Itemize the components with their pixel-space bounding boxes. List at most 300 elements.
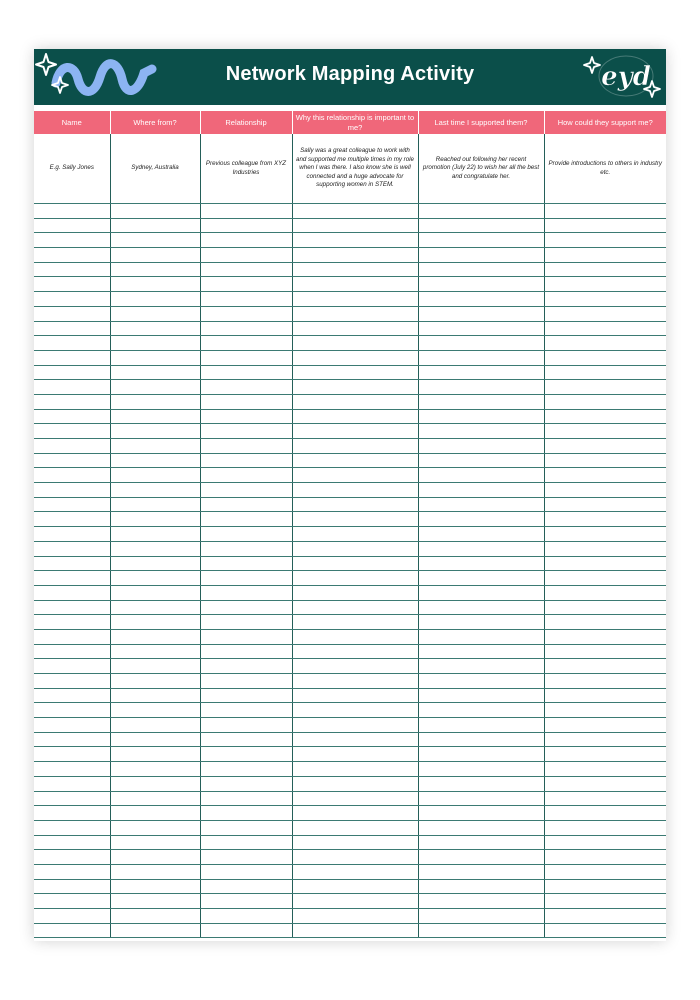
table-cell[interactable]: [292, 365, 418, 380]
table-cell[interactable]: [292, 571, 418, 586]
table-cell[interactable]: [110, 292, 200, 307]
table-cell[interactable]: [544, 248, 666, 263]
table-cell[interactable]: [34, 879, 110, 894]
table-cell[interactable]: [34, 512, 110, 527]
table-cell[interactable]: [292, 923, 418, 938]
table-cell[interactable]: [544, 629, 666, 644]
table-cell[interactable]: [110, 218, 200, 233]
table-cell[interactable]: [200, 688, 292, 703]
table-cell[interactable]: [292, 791, 418, 806]
table-cell[interactable]: [110, 233, 200, 248]
table-cell[interactable]: [418, 453, 544, 468]
table-cell[interactable]: [544, 703, 666, 718]
table-cell[interactable]: [418, 394, 544, 409]
table-cell[interactable]: [34, 923, 110, 938]
table-cell[interactable]: [544, 321, 666, 336]
table-cell[interactable]: [544, 923, 666, 938]
table-cell[interactable]: [544, 336, 666, 351]
table-cell[interactable]: [34, 659, 110, 674]
table-cell[interactable]: [292, 718, 418, 733]
table-cell[interactable]: [544, 483, 666, 498]
table-cell[interactable]: [110, 850, 200, 865]
table-cell[interactable]: [110, 497, 200, 512]
table-cell[interactable]: [110, 776, 200, 791]
table-cell[interactable]: [34, 600, 110, 615]
table-cell[interactable]: [418, 380, 544, 395]
table-cell[interactable]: [110, 791, 200, 806]
table-cell[interactable]: [110, 409, 200, 424]
table-cell[interactable]: [200, 512, 292, 527]
table-cell[interactable]: [200, 556, 292, 571]
table-cell[interactable]: [544, 644, 666, 659]
table-cell[interactable]: [418, 615, 544, 630]
table-cell[interactable]: [200, 615, 292, 630]
table-cell[interactable]: [292, 424, 418, 439]
table-cell[interactable]: [544, 365, 666, 380]
table-cell[interactable]: [34, 688, 110, 703]
table-cell[interactable]: [110, 527, 200, 542]
table-cell[interactable]: [292, 585, 418, 600]
table-cell[interactable]: [110, 453, 200, 468]
table-cell[interactable]: [110, 306, 200, 321]
table-cell[interactable]: [292, 879, 418, 894]
table-cell[interactable]: [200, 850, 292, 865]
table-cell[interactable]: [292, 835, 418, 850]
table-cell[interactable]: [544, 688, 666, 703]
table-cell[interactable]: [418, 262, 544, 277]
table-cell[interactable]: [544, 409, 666, 424]
table-cell[interactable]: [544, 776, 666, 791]
table-cell[interactable]: [418, 292, 544, 307]
table-cell[interactable]: [200, 541, 292, 556]
table-cell[interactable]: [544, 600, 666, 615]
table-cell[interactable]: [110, 262, 200, 277]
table-cell[interactable]: [200, 909, 292, 924]
table-cell[interactable]: [544, 380, 666, 395]
example-last-supported-cell[interactable]: Reached out following her recent promotion (July 22) to wish her all the best and congratulate her.: [418, 134, 544, 204]
table-cell[interactable]: [34, 218, 110, 233]
table-cell[interactable]: [418, 909, 544, 924]
table-cell[interactable]: [110, 277, 200, 292]
table-cell[interactable]: [110, 321, 200, 336]
table-cell[interactable]: [34, 483, 110, 498]
table-cell[interactable]: [200, 409, 292, 424]
table-cell[interactable]: [292, 277, 418, 292]
table-cell[interactable]: [544, 850, 666, 865]
table-cell[interactable]: [292, 541, 418, 556]
table-cell[interactable]: [544, 527, 666, 542]
table-cell[interactable]: [418, 336, 544, 351]
table-cell[interactable]: [34, 380, 110, 395]
table-cell[interactable]: [544, 204, 666, 219]
table-cell[interactable]: [544, 277, 666, 292]
table-cell[interactable]: [200, 864, 292, 879]
table-cell[interactable]: [110, 879, 200, 894]
table-cell[interactable]: [418, 204, 544, 219]
table-cell[interactable]: [110, 424, 200, 439]
table-cell[interactable]: [544, 718, 666, 733]
table-cell[interactable]: [418, 850, 544, 865]
table-cell[interactable]: [544, 424, 666, 439]
table-cell[interactable]: [110, 365, 200, 380]
table-cell[interactable]: [110, 336, 200, 351]
table-cell[interactable]: [418, 762, 544, 777]
table-cell[interactable]: [34, 204, 110, 219]
table-cell[interactable]: [544, 835, 666, 850]
table-cell[interactable]: [544, 218, 666, 233]
table-cell[interactable]: [34, 541, 110, 556]
table-cell[interactable]: [200, 894, 292, 909]
table-cell[interactable]: [544, 585, 666, 600]
table-cell[interactable]: [200, 439, 292, 454]
table-cell[interactable]: [292, 512, 418, 527]
table-cell[interactable]: [418, 820, 544, 835]
table-cell[interactable]: [292, 439, 418, 454]
table-cell[interactable]: [34, 850, 110, 865]
table-cell[interactable]: [544, 262, 666, 277]
table-cell[interactable]: [110, 204, 200, 219]
table-cell[interactable]: [418, 864, 544, 879]
table-cell[interactable]: [200, 336, 292, 351]
table-cell[interactable]: [34, 644, 110, 659]
table-cell[interactable]: [292, 248, 418, 263]
table-cell[interactable]: [110, 909, 200, 924]
table-cell[interactable]: [292, 688, 418, 703]
table-cell[interactable]: [200, 629, 292, 644]
table-cell[interactable]: [200, 923, 292, 938]
table-cell[interactable]: [200, 600, 292, 615]
table-cell[interactable]: [292, 321, 418, 336]
table-cell[interactable]: [110, 439, 200, 454]
table-cell[interactable]: [200, 218, 292, 233]
table-cell[interactable]: [292, 615, 418, 630]
table-cell[interactable]: [110, 820, 200, 835]
table-cell[interactable]: [292, 380, 418, 395]
table-cell[interactable]: [418, 600, 544, 615]
table-cell[interactable]: [292, 468, 418, 483]
table-cell[interactable]: [292, 806, 418, 821]
table-cell[interactable]: [418, 321, 544, 336]
table-cell[interactable]: [200, 820, 292, 835]
table-cell[interactable]: [200, 394, 292, 409]
table-cell[interactable]: [418, 365, 544, 380]
table-cell[interactable]: [110, 644, 200, 659]
table-cell[interactable]: [418, 703, 544, 718]
table-cell[interactable]: [200, 644, 292, 659]
table-cell[interactable]: [110, 512, 200, 527]
table-cell[interactable]: [110, 629, 200, 644]
table-cell[interactable]: [200, 365, 292, 380]
table-cell[interactable]: [544, 820, 666, 835]
table-cell[interactable]: [200, 204, 292, 219]
table-cell[interactable]: [544, 659, 666, 674]
example-name-cell[interactable]: E.g. Sally Jones: [34, 134, 110, 204]
table-cell[interactable]: [544, 747, 666, 762]
example-where-from-cell[interactable]: Sydney, Australia: [110, 134, 200, 204]
table-cell[interactable]: [200, 776, 292, 791]
table-cell[interactable]: [200, 762, 292, 777]
table-cell[interactable]: [200, 585, 292, 600]
table-cell[interactable]: [110, 659, 200, 674]
table-cell[interactable]: [544, 497, 666, 512]
table-cell[interactable]: [200, 350, 292, 365]
table-cell[interactable]: [34, 776, 110, 791]
table-cell[interactable]: [110, 541, 200, 556]
table-cell[interactable]: [292, 850, 418, 865]
table-cell[interactable]: [110, 468, 200, 483]
table-cell[interactable]: [418, 527, 544, 542]
table-cell[interactable]: [34, 424, 110, 439]
table-cell[interactable]: [34, 277, 110, 292]
table-cell[interactable]: [200, 674, 292, 689]
table-cell[interactable]: [34, 527, 110, 542]
table-cell[interactable]: [34, 292, 110, 307]
table-cell[interactable]: [292, 732, 418, 747]
table-cell[interactable]: [544, 453, 666, 468]
table-cell[interactable]: [544, 806, 666, 821]
example-relationship-cell[interactable]: Previous colleague from XYZ Industries: [200, 134, 292, 204]
table-cell[interactable]: [34, 674, 110, 689]
table-cell[interactable]: [418, 409, 544, 424]
table-cell[interactable]: [200, 306, 292, 321]
table-cell[interactable]: [200, 483, 292, 498]
table-cell[interactable]: [544, 394, 666, 409]
table-cell[interactable]: [34, 262, 110, 277]
table-cell[interactable]: [34, 894, 110, 909]
table-cell[interactable]: [418, 424, 544, 439]
table-cell[interactable]: [544, 615, 666, 630]
table-cell[interactable]: [200, 453, 292, 468]
table-cell[interactable]: [544, 468, 666, 483]
table-cell[interactable]: [34, 791, 110, 806]
table-cell[interactable]: [418, 894, 544, 909]
table-cell[interactable]: [110, 718, 200, 733]
table-cell[interactable]: [34, 820, 110, 835]
table-cell[interactable]: [418, 629, 544, 644]
table-cell[interactable]: [34, 394, 110, 409]
table-cell[interactable]: [200, 380, 292, 395]
table-cell[interactable]: [418, 556, 544, 571]
table-cell[interactable]: [34, 703, 110, 718]
table-cell[interactable]: [418, 306, 544, 321]
table-cell[interactable]: [418, 879, 544, 894]
table-cell[interactable]: [200, 468, 292, 483]
table-cell[interactable]: [418, 674, 544, 689]
table-cell[interactable]: [418, 688, 544, 703]
table-cell[interactable]: [292, 909, 418, 924]
table-cell[interactable]: [418, 233, 544, 248]
table-cell[interactable]: [292, 644, 418, 659]
table-cell[interactable]: [34, 909, 110, 924]
table-cell[interactable]: [34, 439, 110, 454]
table-cell[interactable]: [200, 262, 292, 277]
table-cell[interactable]: [200, 571, 292, 586]
table-cell[interactable]: [418, 277, 544, 292]
table-cell[interactable]: [544, 732, 666, 747]
table-cell[interactable]: [544, 571, 666, 586]
table-cell[interactable]: [34, 556, 110, 571]
table-cell[interactable]: [34, 864, 110, 879]
table-cell[interactable]: [110, 732, 200, 747]
table-cell[interactable]: [34, 762, 110, 777]
table-cell[interactable]: [292, 262, 418, 277]
table-cell[interactable]: [110, 806, 200, 821]
table-cell[interactable]: [418, 806, 544, 821]
table-cell[interactable]: [200, 791, 292, 806]
table-cell[interactable]: [34, 718, 110, 733]
table-cell[interactable]: [544, 762, 666, 777]
table-cell[interactable]: [200, 321, 292, 336]
table-cell[interactable]: [34, 468, 110, 483]
table-cell[interactable]: [200, 703, 292, 718]
table-cell[interactable]: [34, 835, 110, 850]
table-cell[interactable]: [292, 218, 418, 233]
table-cell[interactable]: [544, 879, 666, 894]
table-cell[interactable]: [292, 762, 418, 777]
table-cell[interactable]: [34, 585, 110, 600]
table-cell[interactable]: [34, 365, 110, 380]
table-cell[interactable]: [544, 556, 666, 571]
table-cell[interactable]: [544, 439, 666, 454]
table-cell[interactable]: [292, 703, 418, 718]
table-cell[interactable]: [418, 718, 544, 733]
table-cell[interactable]: [418, 541, 544, 556]
table-cell[interactable]: [544, 674, 666, 689]
table-cell[interactable]: [34, 806, 110, 821]
table-cell[interactable]: [292, 747, 418, 762]
table-cell[interactable]: [200, 835, 292, 850]
table-cell[interactable]: [34, 571, 110, 586]
table-cell[interactable]: [544, 894, 666, 909]
table-cell[interactable]: [544, 512, 666, 527]
table-cell[interactable]: [544, 233, 666, 248]
table-cell[interactable]: [200, 747, 292, 762]
table-cell[interactable]: [200, 248, 292, 263]
table-cell[interactable]: [418, 776, 544, 791]
table-cell[interactable]: [292, 556, 418, 571]
table-cell[interactable]: [418, 248, 544, 263]
table-cell[interactable]: [292, 820, 418, 835]
table-cell[interactable]: [418, 497, 544, 512]
example-why-important-cell[interactable]: Sally was a great colleague to work with and supported me multiple times in my role when I was there. I also know she is well connected and a huge advocate for supporting women in STEM.: [292, 134, 418, 204]
table-cell[interactable]: [110, 674, 200, 689]
table-cell[interactable]: [418, 923, 544, 938]
table-cell[interactable]: [110, 864, 200, 879]
table-cell[interactable]: [292, 483, 418, 498]
table-cell[interactable]: [110, 585, 200, 600]
table-cell[interactable]: [544, 909, 666, 924]
table-cell[interactable]: [34, 350, 110, 365]
table-cell[interactable]: [200, 277, 292, 292]
table-cell[interactable]: [544, 541, 666, 556]
table-cell[interactable]: [544, 791, 666, 806]
table-cell[interactable]: [292, 600, 418, 615]
table-cell[interactable]: [110, 248, 200, 263]
table-cell[interactable]: [418, 791, 544, 806]
table-cell[interactable]: [418, 350, 544, 365]
table-cell[interactable]: [110, 350, 200, 365]
table-cell[interactable]: [292, 659, 418, 674]
table-cell[interactable]: [544, 306, 666, 321]
table-cell[interactable]: [418, 512, 544, 527]
table-cell[interactable]: [200, 879, 292, 894]
table-cell[interactable]: [418, 585, 544, 600]
table-cell[interactable]: [110, 747, 200, 762]
table-cell[interactable]: [418, 468, 544, 483]
table-cell[interactable]: [34, 497, 110, 512]
table-cell[interactable]: [34, 453, 110, 468]
table-cell[interactable]: [292, 629, 418, 644]
table-cell[interactable]: [110, 556, 200, 571]
table-cell[interactable]: [544, 350, 666, 365]
table-cell[interactable]: [110, 923, 200, 938]
table-cell[interactable]: [292, 894, 418, 909]
table-cell[interactable]: [200, 732, 292, 747]
table-cell[interactable]: [110, 380, 200, 395]
table-cell[interactable]: [110, 703, 200, 718]
table-cell[interactable]: [110, 615, 200, 630]
table-cell[interactable]: [34, 615, 110, 630]
table-cell[interactable]: [200, 659, 292, 674]
table-cell[interactable]: [200, 497, 292, 512]
table-cell[interactable]: [34, 321, 110, 336]
table-cell[interactable]: [292, 394, 418, 409]
table-cell[interactable]: [200, 527, 292, 542]
table-cell[interactable]: [110, 600, 200, 615]
table-cell[interactable]: [292, 776, 418, 791]
table-cell[interactable]: [200, 292, 292, 307]
table-cell[interactable]: [200, 806, 292, 821]
table-cell[interactable]: [110, 483, 200, 498]
table-cell[interactable]: [418, 483, 544, 498]
table-cell[interactable]: [292, 292, 418, 307]
table-cell[interactable]: [34, 248, 110, 263]
table-cell[interactable]: [292, 864, 418, 879]
table-cell[interactable]: [110, 688, 200, 703]
table-cell[interactable]: [110, 394, 200, 409]
table-cell[interactable]: [418, 644, 544, 659]
table-cell[interactable]: [292, 233, 418, 248]
table-cell[interactable]: [34, 747, 110, 762]
table-cell[interactable]: [418, 218, 544, 233]
table-cell[interactable]: [200, 424, 292, 439]
table-cell[interactable]: [34, 732, 110, 747]
table-cell[interactable]: [418, 747, 544, 762]
table-cell[interactable]: [292, 674, 418, 689]
table-cell[interactable]: [292, 453, 418, 468]
table-cell[interactable]: [544, 864, 666, 879]
table-cell[interactable]: [110, 894, 200, 909]
table-cell[interactable]: [418, 732, 544, 747]
table-cell[interactable]: [200, 233, 292, 248]
table-cell[interactable]: [34, 233, 110, 248]
table-cell[interactable]: [34, 629, 110, 644]
table-cell[interactable]: [418, 439, 544, 454]
example-how-support-cell[interactable]: Provide introductions to others in industry etc.: [544, 134, 666, 204]
table-cell[interactable]: [292, 409, 418, 424]
table-cell[interactable]: [34, 306, 110, 321]
table-cell[interactable]: [418, 659, 544, 674]
table-cell[interactable]: [292, 336, 418, 351]
table-cell[interactable]: [292, 497, 418, 512]
table-cell[interactable]: [34, 336, 110, 351]
table-cell[interactable]: [544, 292, 666, 307]
table-cell[interactable]: [418, 835, 544, 850]
table-cell[interactable]: [292, 527, 418, 542]
table-cell[interactable]: [110, 762, 200, 777]
table-cell[interactable]: [292, 204, 418, 219]
table-cell[interactable]: [34, 409, 110, 424]
